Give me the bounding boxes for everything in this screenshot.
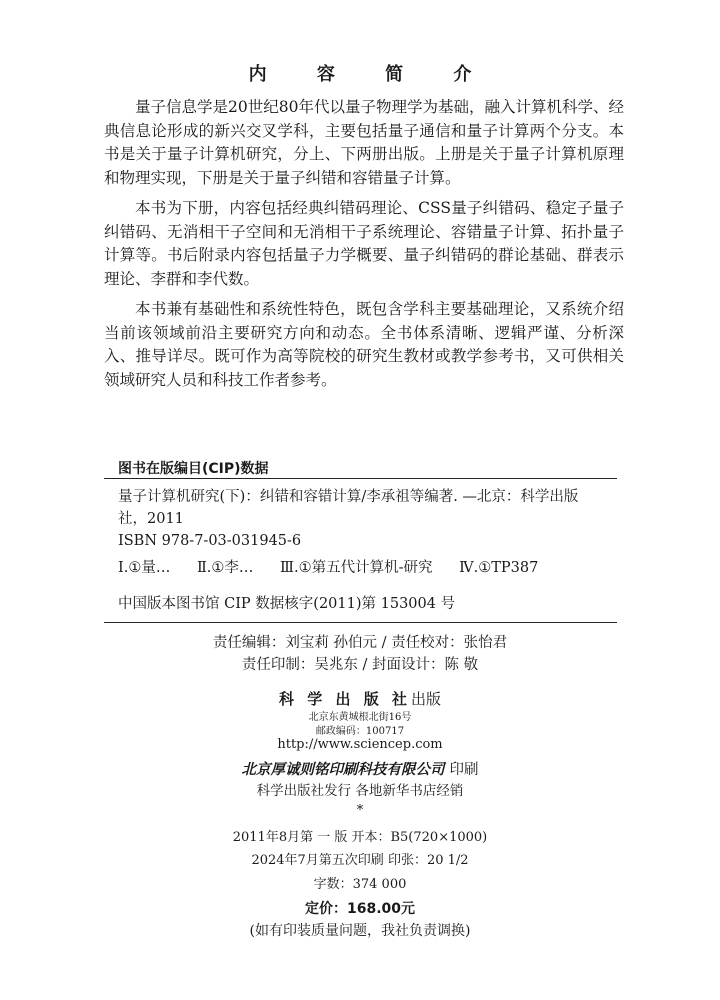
intro-paragraph: 本书兼有基础性和系统性特色，既包含学科主要基础理论，又系统介绍当前该领域前沿主要研究方向和动态。全书体系清晰、逻辑严谨、分析深入、推导详尽。既可作为高等院校的研究生教材或教学参考书，又可供相关领域研究人员和科技工作者参考。 [104, 300, 624, 389]
divider [104, 622, 617, 623]
printer-line [0, 758, 720, 779]
quality-note: (如有印装质量问题，我社负责调换) [249, 923, 471, 939]
printing-line: 2024年7月第五次印刷 印张：20 1/2 [251, 853, 469, 868]
cip-class-item: Ⅳ.①TP387 [459, 560, 539, 576]
publisher-suffix: 出版 [410, 690, 441, 708]
publisher-line [0, 688, 720, 709]
cip-isbn: ISBN 978-7-03-031945-6 [118, 533, 302, 549]
divider [104, 478, 617, 479]
publisher-name: 科 学 出 版 社 [279, 690, 411, 708]
price: 定价：168.00元 [304, 901, 416, 917]
cip-csn: 中国版本图书馆 CIP 数据核字(2011)第 153004 号 [118, 596, 456, 612]
distribution-line: 科学出版社发行 各地新华书店经销 [256, 783, 464, 799]
intro-paragraph: 本书为下册，内容包括经典纠错码理论、CSS量子纠错码、稳定子量子纠错码、无消相干子空间和无消相干子系统理论、容错量子计算、拓扑量子计算等。书后附录内容包括量子力学概要、量子纠错码的群论基础、群表示理论、李群和李代数。 [104, 199, 624, 288]
cip-class-item: Ⅱ.①李… [196, 560, 254, 576]
publisher-postcode: 邮政编码：100717 [315, 726, 405, 737]
printer-suffix: 印刷 [449, 762, 479, 778]
cip-class-item: Ⅰ.①量… [118, 560, 171, 576]
cip-heading: 图书在版编目(CIP)数据 [118, 461, 269, 477]
cip-line: 量子计算机研究(下)：纠错和容错计算/李承祖等编著. —北京：科学出版 [118, 489, 579, 505]
separator-star: * [356, 803, 364, 818]
intro-section [104, 96, 624, 399]
word-count: 字数：374 000 [313, 877, 407, 892]
publisher-url: http://www.sciencep.com [277, 737, 443, 752]
cip-classification [118, 556, 560, 577]
cip-line: 社，2011 [118, 511, 184, 527]
editors-line: 责任印制：吴兆东 / 封面设计：陈 敬 [241, 657, 479, 673]
publisher-address: 北京东黄城根北街16号 [308, 712, 412, 723]
editors-block [0, 632, 720, 676]
page-title: 内 容 简 介 [248, 64, 494, 85]
cip-class-item: Ⅲ.①第五代计算机-研究 [280, 560, 433, 576]
editors-line: 责任编辑：刘宝莉 孙伯元 / 责任校对：张怡君 [212, 635, 508, 651]
edition-line: 2011年8月第 一 版 开本：B5(720×1000) [232, 830, 488, 845]
intro-paragraph: 量子信息学是20世纪80年代以量子物理学为基础，融入计算机科学、经典信息论形成的新兴交叉学科，主要包括量子通信和量子计算两个分支。本书是关于量子计算机研究，分上、下两册出版。上册是关于量子计算机原理和物理实现，下册是关于量子纠错和容错量子计算。 [104, 98, 624, 187]
printer-name: 北京厚诚则铭印刷科技有限公司 [241, 761, 445, 778]
